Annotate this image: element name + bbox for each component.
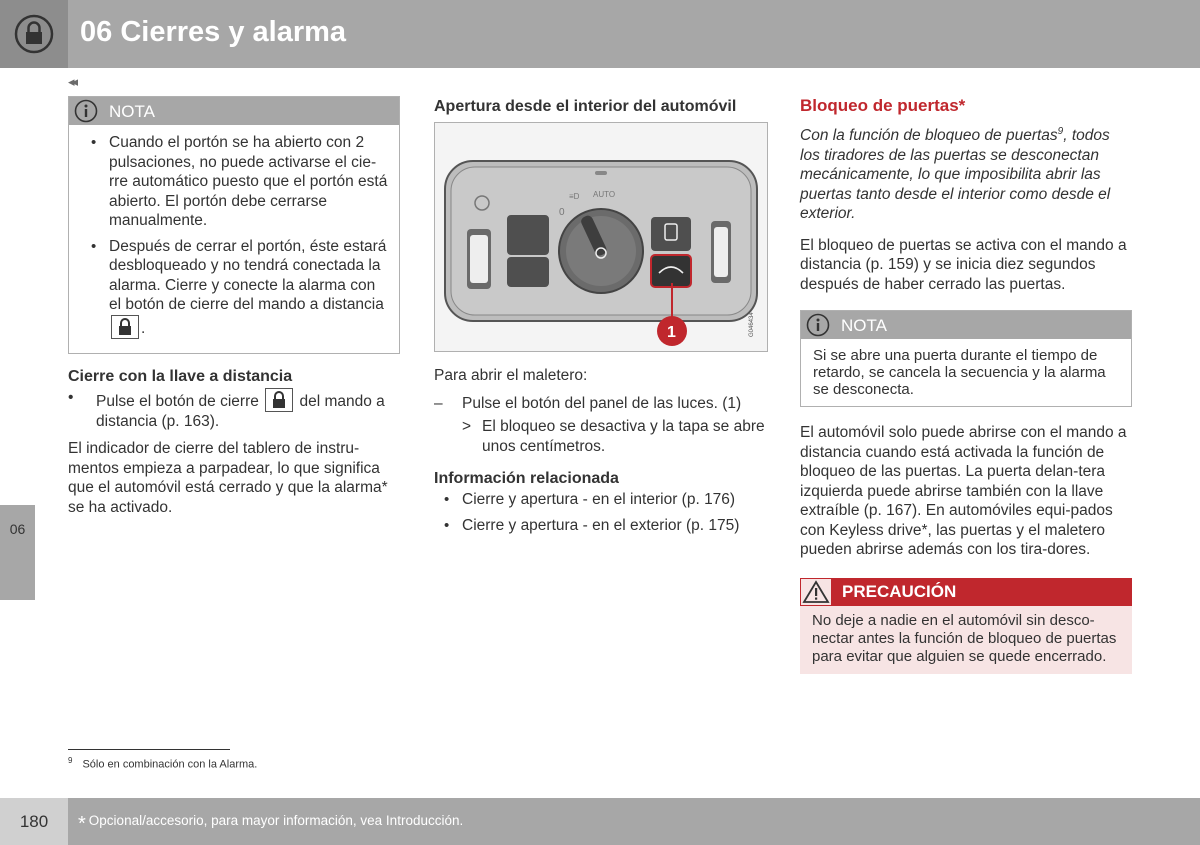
header-icon-box [0,0,68,68]
auto-label: AUTO [593,190,616,199]
column-left [68,96,400,517]
section-heading: Apertura desde el interior del automóvil [434,98,737,115]
page-footer [0,798,1200,845]
note-title: NOTA [841,316,887,336]
remote-lock-button-icon [265,388,293,412]
related-heading: Información relacionada [434,470,619,487]
chapter-title: 06 Cierres y alarma [80,16,347,48]
note-box [800,310,1132,407]
note-body: Si se abre una puerta durante el tiempo de retardo, se cancela la secuencia y la alarma se desconecta. [813,347,1106,399]
column-right [800,96,1132,674]
page-number: 180 [19,812,49,831]
chapter-side-tab[interactable] [0,505,35,600]
page-number-box [0,798,68,845]
asterisk-icon: * [78,813,86,835]
caution-box [800,578,1132,674]
footnote-ref: 9 [1057,126,1064,137]
note-bullet: • Cuando el portón se ha abierto con 2 pulsaciones, no puede activarse el cie-rre automático puesto que el portón está abierto. El portón debe cerrarse manualmente. [81,133,389,231]
note-header [801,311,1131,339]
result-item: > El bloqueo se desactiva y la tapa se abre unos centímetros. [462,418,765,455]
side-tab-label: 06 [9,521,26,537]
caution-header [800,578,1132,606]
svg-text:≡D: ≡D [569,192,580,201]
caution-icon-box [800,578,832,606]
related-link[interactable]: • Cierre y apertura - en el exterior (p. 175) [434,516,768,536]
caution-body: No deje a nadie en el automóvil sin desco-nectar antes la función de bloqueo de puertas para evitar que alguien se quede encerrado. [812,611,1117,665]
footer-note: * Opcional/accesorio, para mayor información, vea Introducción. [78,813,464,835]
figure-code: G046434 [749,312,755,337]
zero-label: 0 [559,207,565,218]
list-item: • Pulse el botón de cierre del mando a distancia (p. 163). [68,388,385,430]
light-panel-illustration [435,123,769,353]
note-title: NOTA [109,102,155,121]
step-item: – Pulse el botón del panel de las luces. (1) [434,394,742,412]
light-panel-figure [434,122,768,352]
paragraph: El bloqueo de puertas se activa con el mando a distancia (p. 159) y se inicia diez segundos después de haber cerrado las puertas. [800,236,1127,293]
remote-lock-button-icon [111,315,139,339]
note-bullet: • Después de cerrar el portón, éste estará desbloqueado y no tendrá conectada la alarma. Cierre y conecte la alarma con el botón de cierre del mando a distancia . [81,237,389,339]
note-box [68,96,400,354]
warning-icon [801,579,831,605]
footnote-divider [68,749,230,750]
note-body [69,125,399,353]
section-heading: Cierre con la llave a distancia [68,367,293,385]
page-header [0,0,1200,68]
column-middle [434,96,768,541]
lock-icon [14,14,54,54]
info-icon [74,99,98,123]
footnote: $^9$ Sólo en combinación con la Alarma. [68,756,258,771]
italic-intro: Con la función de bloqueo de puertas$^9$, todos los tiradores de las puertas se desconectan mecánicamente, lo que imposibilita abrir las puertas tanto desde el interior como desde el exterior. [800,126,1111,223]
back-arrows-icon[interactable]: ◂◂ [68,74,76,89]
paragraph: Para abrir el maletero: [434,367,588,384]
related-link[interactable]: • Cierre y apertura - en el interior (p. 176) [434,490,768,510]
caution-title: PRECAUCIÓN [842,581,957,601]
paragraph: El automóvil solo puede abrirse con el mando a distancia cuando está activada la función de bloqueo de las puertas. La puerta delan-tera izquierda puede abrirse también con la llave extraíble (p. 167). En automóviles equi-pados con Keyless drive*, las puertas y el maletero pueden abrirse además con los tira-dores. [800,424,1127,559]
info-icon [806,313,830,337]
paragraph: El indicador de cierre del tablero de instru-mentos empieza a parpadear, lo que significa que el automóvil está cerrado y que la alarma* se ha activado. [68,440,388,516]
note-header [69,97,399,125]
section-heading: Bloqueo de puertas* [800,96,966,115]
callout-number: 1 [667,324,676,341]
